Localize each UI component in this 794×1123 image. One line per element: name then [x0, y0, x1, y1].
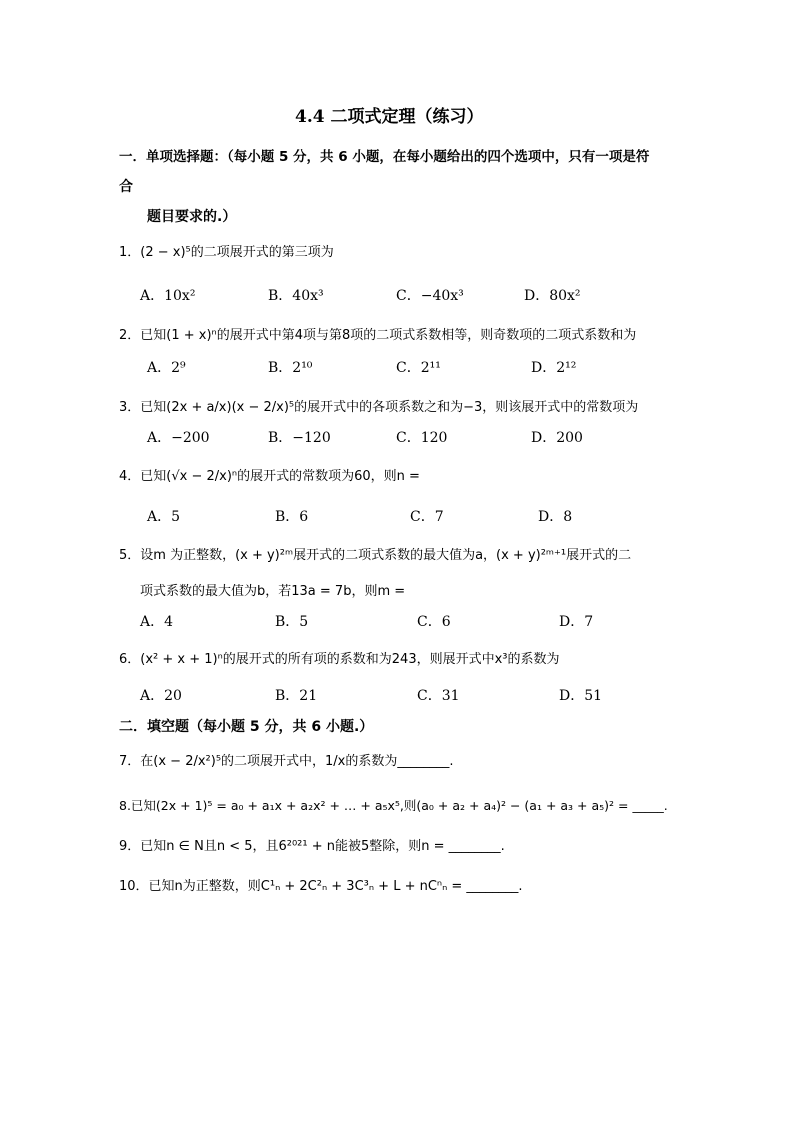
question-2-stem: 2．已知(1 + x)ⁿ的展开式中第4项与第8项的二项式系数相等，则奇数项的二项式系数和为 — [119, 328, 637, 343]
question-6-option-a[interactable]: A．20 — [140, 688, 182, 704]
question-1-option-b[interactable]: B．40x³ — [268, 288, 324, 304]
question-5-option-b[interactable]: B．5 — [275, 614, 309, 630]
question-5-option-a[interactable]: A．4 — [140, 614, 174, 630]
question-5-option-c[interactable]: C．6 — [417, 614, 451, 630]
question-5-option-d[interactable]: D．7 — [559, 614, 594, 630]
section1-heading: 一．单项选择题：（每小题 5 分，共 6 小题，在每小题给出的四个选项中，只有一项是符 — [119, 149, 650, 165]
question-6-option-d[interactable]: D．51 — [559, 688, 603, 704]
question-6-option-b[interactable]: B．21 — [275, 688, 318, 704]
section1-heading-cont: 合 — [119, 179, 133, 195]
question-1-stem: 1．(2 − x)⁵的二项展开式的第三项为 — [119, 245, 334, 260]
question-5-stem-cont: 项式系数的最大值为b，若13a = 7b，则m = — [140, 584, 406, 599]
question-3-option-d[interactable]: D．200 — [531, 430, 583, 446]
question-9-stem: 9．已知n ∈ N且n < 5，且6²⁰²¹ + n能被5整除，则n = ________. — [119, 839, 505, 854]
question-10-stem: 10．已知n为正整数，则C¹ₙ + 2C²ₙ + 3C³ₙ + L + nCⁿₙ = ________. — [119, 879, 523, 894]
section2-heading: 二．填空题（每小题 5 分，共 6 小题.） — [119, 719, 374, 735]
question-4-option-d[interactable]: D．8 — [538, 509, 573, 525]
page-title: 4.4 二项式定理（练习） — [295, 107, 484, 127]
question-6-option-c[interactable]: C．31 — [417, 688, 460, 704]
question-2-option-d[interactable]: D．2¹² — [531, 360, 577, 376]
question-1-option-d[interactable]: D．80x² — [524, 288, 581, 304]
question-7-stem: 7．在(x − 2/x²)⁵的二项展开式中，1/x的系数为________. — [119, 754, 454, 769]
question-4-option-a[interactable]: A．5 — [147, 509, 181, 525]
question-4-option-c[interactable]: C．7 — [410, 509, 444, 525]
question-3-option-a[interactable]: A．−200 — [147, 430, 210, 446]
question-4-option-b[interactable]: B．6 — [275, 509, 309, 525]
question-2-option-a[interactable]: A．2⁹ — [147, 360, 186, 376]
question-1-option-a[interactable]: A．10x² — [140, 288, 196, 304]
question-3-option-b[interactable]: B．−120 — [268, 430, 331, 446]
question-2-option-b[interactable]: B．2¹⁰ — [268, 360, 313, 376]
section1-heading-cont2: 题目要求的.） — [147, 209, 237, 225]
question-6-stem: 6．(x² + x + 1)ⁿ的展开式的所有项的系数和为243，则展开式中x³的系数为 — [119, 652, 560, 667]
question-3-option-c[interactable]: C．120 — [396, 430, 448, 446]
question-4-stem: 4．已知(√x − 2/x)ⁿ的展开式的常数项为60，则n = — [119, 469, 420, 484]
question-8-stem: 8.已知(2x + 1)⁵ = a₀ + a₁x + a₂x² + … + a₅x⁵,则(a₀ + a₂ + a₄)² − (a₁ + a₃ + a₅)² = _____. — [119, 798, 668, 813]
question-2-option-c[interactable]: C．2¹¹ — [396, 360, 441, 376]
question-1-option-c[interactable]: C．−40x³ — [396, 288, 464, 304]
question-5-stem: 5．设m 为正整数，(x + y)²ᵐ展开式的二项式系数的最大值为a，(x + y)²ᵐ⁺¹展开式的二 — [119, 548, 632, 563]
question-3-stem: 3．已知(2x + a/x)(x − 2/x)⁵的展开式中的各项系数之和为−3，则该展开式中的常数项为 — [119, 400, 639, 415]
